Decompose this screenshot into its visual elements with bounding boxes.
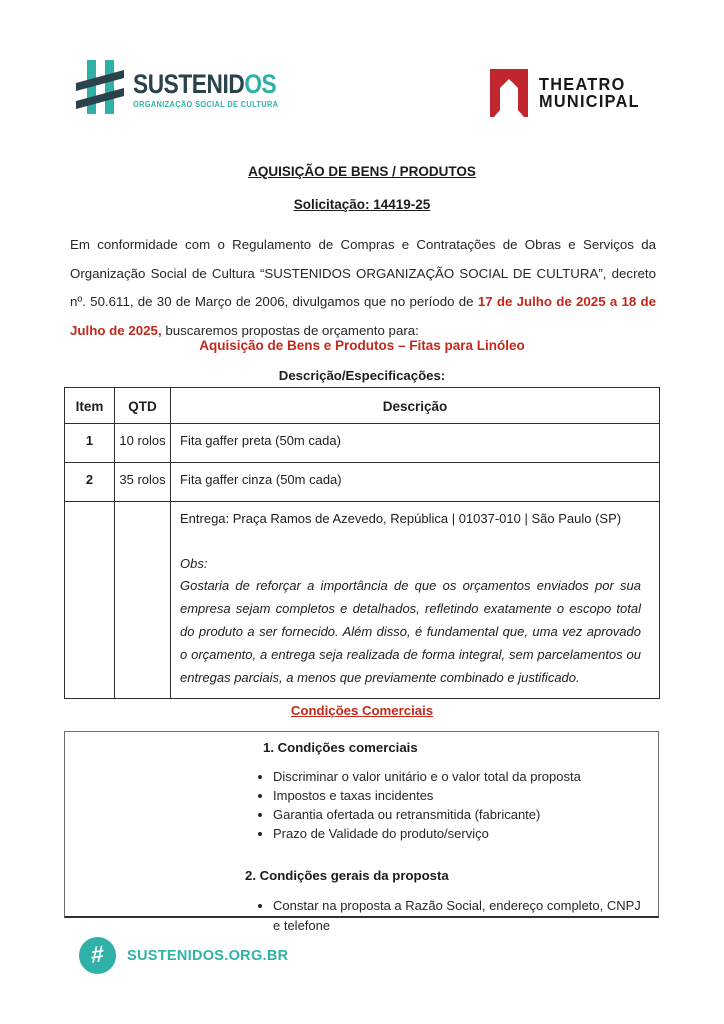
table-row (65, 424, 660, 463)
list-item: • Constar na proposta a Razão Social, endereço completo, CNPJ e telefone (273, 896, 648, 936)
sustenidos-name (133, 69, 277, 99)
table-row (65, 502, 660, 699)
header-desc: Descrição (171, 388, 660, 424)
conditions-section2-title: 2. Condições gerais da proposta (245, 868, 449, 883)
page-title: AQUISIÇÃO DE BENS / PRODUTOS (248, 164, 476, 179)
delivery-address: Entrega: Praça Ramos de Azevedo, República | 01037-010 | São Paulo (SP) (180, 511, 622, 526)
row2-qtd: 35 rolos (115, 463, 171, 502)
conditions-heading: Condições Comerciais (290, 703, 434, 718)
table-header-row (65, 388, 660, 424)
conditions-section1-list (245, 767, 648, 843)
sustenidos-logo (74, 57, 304, 117)
sustenidos-hash-icon (74, 57, 126, 117)
row3-qtd-empty (115, 502, 171, 699)
row1-desc: Fita gaffer preta (50m cada) (171, 424, 660, 463)
conditions-box (64, 731, 659, 933)
intro-date-range: 17 de Julho de 2025 a 18 de Julho de 2025, (70, 294, 656, 338)
theatro-line1: THEATRO (539, 74, 626, 94)
theatro-municipal-logo (490, 69, 648, 117)
sustenidos-hash-badge-icon (79, 937, 116, 974)
theatro-wordmark (539, 69, 640, 117)
request-number: Solicitação: 14419-25 (293, 197, 431, 212)
intro-text-after: buscaremos propostas de orçamento para: (161, 322, 419, 338)
sustenidos-tagline: ORGANIZAÇÃO SOCIAL DE CULTURA (133, 100, 279, 109)
product-heading: Aquisição de Bens e Produtos – Fitas para Linóleo (199, 338, 525, 353)
list-item: • Garantia ofertada ou retransmitida (fabricante) (273, 805, 648, 824)
spec-heading: Descrição/Especificações: (278, 368, 446, 383)
theatro-line2: MUNICIPAL (539, 90, 640, 111)
sustenidos-wordmark (133, 57, 304, 117)
list-item: • Prazo de Validade do produto/serviço (273, 824, 648, 843)
conditions-section1-title: 1. Condições comerciais (263, 740, 418, 755)
row3-item-empty (65, 502, 115, 699)
list-item: • Discriminar o valor unitário e o valor total da proposta (273, 767, 648, 786)
table-row (65, 463, 660, 502)
row1-item: 1 (65, 424, 115, 463)
obs-text: Gostaria de reforçar a importância de que os orçamentos enviados por sua empresa sejam completos e detalhados, refletindo exatamente o escopo total do produto a ser fornecido. Além disso, é fundamental que, uma vez aprovado o orçamento, a entrega seja realizada de forma integral, sem parcelamentos ou entregas parciais, a menos que previamente combinado e justificado. (180, 578, 641, 685)
list-item: • Impostos e taxas incidentes (273, 786, 648, 805)
header-qtd: QTD (115, 388, 171, 424)
row3-details (171, 502, 660, 699)
obs-label: Obs: (180, 556, 208, 571)
theatro-arch-icon (490, 69, 528, 117)
conditions-section2-list (245, 896, 648, 936)
header-item: Item (65, 388, 115, 424)
sustenidos-name-dark: SUSTENID (133, 69, 245, 99)
sustenidos-name-accent: OS (244, 69, 277, 99)
intro-text-before: Em conformidade com o Regulamento de Compras e Contratações de Obras e Serviços da Organização Social de Cultura “SUSTENIDOS ORGANIZAÇÃO SOCIAL DE CULTURA”, decreto nº. 50.611, de 30 de Março de 2006, divulgamos que no período de (70, 237, 656, 309)
row1-qtd: 10 rolos (115, 424, 171, 463)
footer-website: SUSTENIDOS.ORG.BR (127, 947, 289, 964)
footer-brand (79, 937, 288, 974)
row2-desc: Fita gaffer cinza (50m cada) (171, 463, 660, 502)
row2-item: 2 (65, 463, 115, 502)
items-table (64, 387, 660, 699)
hash-glyph: # (91, 940, 104, 968)
intro-paragraph (70, 231, 656, 345)
